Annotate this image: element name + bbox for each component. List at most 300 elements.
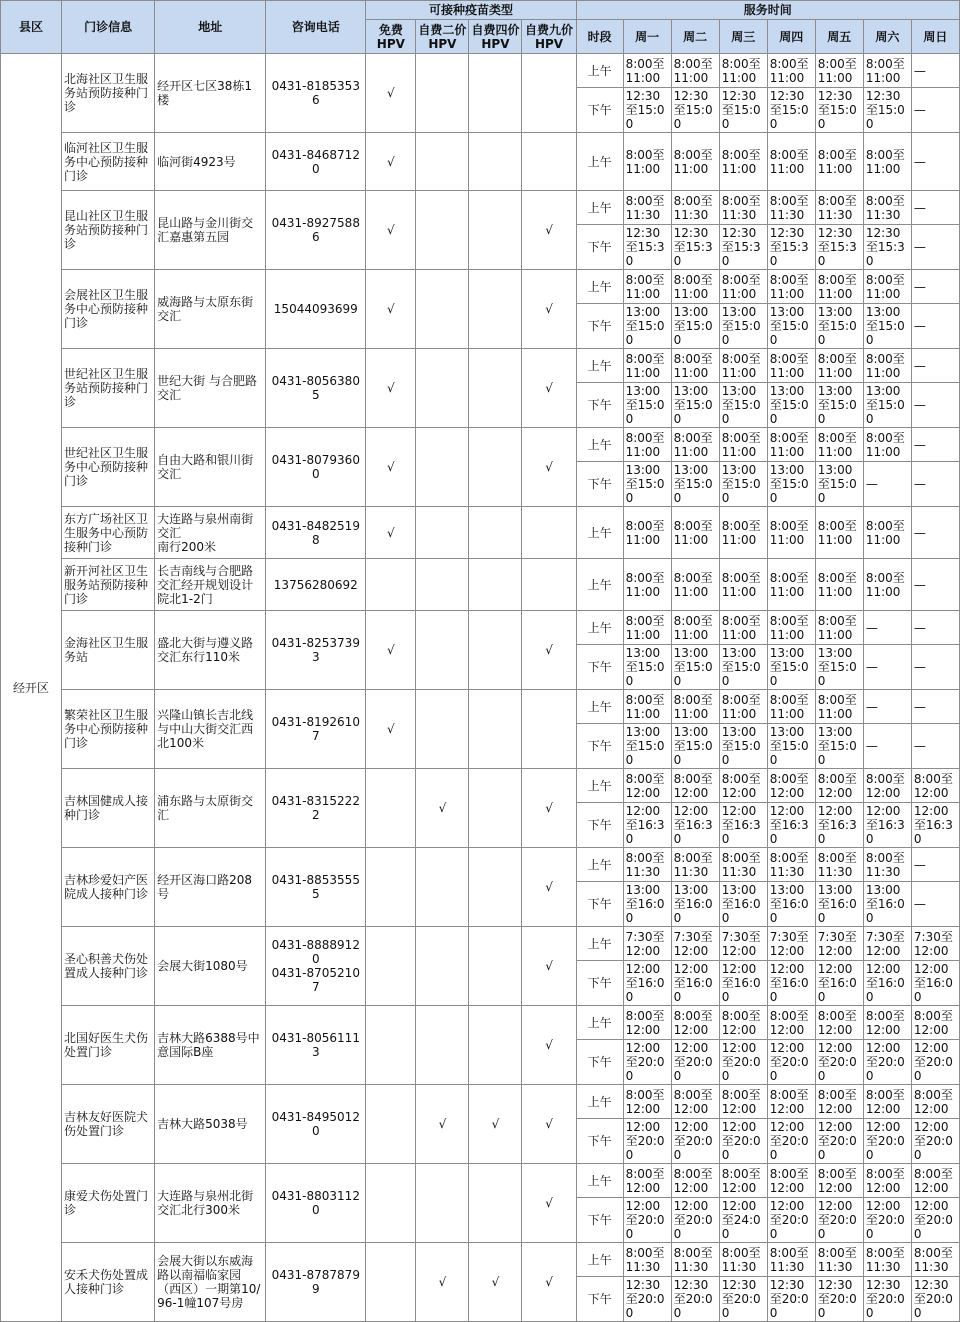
vaccine-availability: √ xyxy=(366,270,416,349)
period-label: 下午 xyxy=(576,961,623,1006)
service-time-cell: 8:00至12:00 xyxy=(719,769,767,803)
clinic-phone: 0431-81853536 xyxy=(266,54,366,133)
service-time-cell: 8:00至12:00 xyxy=(719,1006,767,1040)
vaccine-availability xyxy=(416,507,469,559)
service-time-cell: 8:00至12:00 xyxy=(671,769,719,803)
vaccine-availability xyxy=(469,559,522,611)
period-label: 下午 xyxy=(576,462,623,507)
header-period: 时段 xyxy=(576,20,623,54)
clinic-phone: 0431-87878799 xyxy=(266,1243,366,1322)
service-time-cell: — xyxy=(911,191,959,225)
service-time-cell: 8:00至11:00 xyxy=(671,507,719,559)
period-label: 上午 xyxy=(576,191,623,225)
service-time-cell: 8:00至12:00 xyxy=(863,769,911,803)
service-time-cell: — xyxy=(911,611,959,645)
service-time-cell: 8:00至11:30 xyxy=(767,1243,815,1277)
service-time-cell: 13:00至15:00 xyxy=(671,462,719,507)
service-time-cell: 12:00至16:00 xyxy=(671,961,719,1006)
vaccine-availability xyxy=(469,191,522,270)
clinic-address: 会展大街1080号 xyxy=(155,927,266,1006)
service-time-cell: 13:00至15:00 xyxy=(767,383,815,428)
header-vaccine-types: 可接种疫苗类型 xyxy=(366,1,576,20)
clinic-phone: 0431-83152222 xyxy=(266,769,366,848)
service-time-cell: 12:00至20:00 xyxy=(623,1040,671,1085)
period-label: 上午 xyxy=(576,769,623,803)
service-time-cell: 8:00至11:00 xyxy=(719,428,767,462)
service-time-cell: 12:00至20:00 xyxy=(719,1119,767,1164)
vaccine-availability: √ xyxy=(416,1243,469,1322)
vaccine-availability: √ xyxy=(522,611,576,690)
service-time-cell: 8:00至12:00 xyxy=(767,1164,815,1198)
period-label: 上午 xyxy=(576,690,623,724)
period-label: 上午 xyxy=(576,270,623,304)
service-time-cell: 8:00至11:00 xyxy=(671,349,719,383)
header-vaccine-free-hpv: 免费 HPV xyxy=(366,20,416,54)
service-time-cell: 13:00至16:00 xyxy=(815,882,863,927)
table-row xyxy=(1,54,960,88)
service-time-cell: 13:00至16:00 xyxy=(719,882,767,927)
service-time-cell: 12:00至16:00 xyxy=(863,961,911,1006)
period-label: 下午 xyxy=(576,225,623,270)
service-time-cell: 8:00至11:00 xyxy=(623,270,671,304)
service-time-cell: 8:00至11:30 xyxy=(671,191,719,225)
service-time-cell: 7:30至12:00 xyxy=(911,927,959,961)
vaccine-availability xyxy=(522,54,576,133)
service-time-cell: 8:00至11:30 xyxy=(623,848,671,882)
service-time-cell: 8:00至12:00 xyxy=(815,1085,863,1119)
service-time-cell: 8:00至11:00 xyxy=(767,559,815,611)
service-time-cell: 8:00至11:00 xyxy=(671,270,719,304)
period-label: 上午 xyxy=(576,1006,623,1040)
clinic-name: 临河社区卫生服务中心预防接种门诊 xyxy=(62,133,155,191)
clinic-name: 金海社区卫生服务站 xyxy=(62,611,155,690)
vaccine-availability xyxy=(416,191,469,270)
service-time-cell: 8:00至12:00 xyxy=(623,1164,671,1198)
service-time-cell: 8:00至11:00 xyxy=(623,133,671,191)
service-time-cell: 8:00至11:00 xyxy=(719,690,767,724)
table-row xyxy=(1,559,960,611)
clinic-phone: 0431-84950120 xyxy=(266,1085,366,1164)
vaccine-availability xyxy=(469,1006,522,1085)
service-time-cell: 12:00至16:30 xyxy=(623,803,671,848)
service-time-cell: 12:30至15:00 xyxy=(623,88,671,133)
header-day-wed: 周三 xyxy=(719,20,767,54)
vaccine-availability xyxy=(366,1164,416,1243)
clinic-name: 繁荣社区卫生服务中心预防接种门诊 xyxy=(62,690,155,769)
vaccine-availability: √ xyxy=(366,428,416,507)
clinic-address: 会展大街以东威海路以南福临家园（西区）一期第10/96-1幢107号房 xyxy=(155,1243,266,1322)
vaccine-availability xyxy=(416,848,469,927)
service-time-cell: 8:00至12:00 xyxy=(719,1085,767,1119)
period-label: 下午 xyxy=(576,88,623,133)
service-time-cell: 13:00至15:00 xyxy=(719,383,767,428)
vaccine-availability: √ xyxy=(366,611,416,690)
vaccine-availability xyxy=(366,769,416,848)
clinic-phone: 0431-80563805 xyxy=(266,349,366,428)
service-time-cell: — xyxy=(911,690,959,724)
service-time-cell: 8:00至11:00 xyxy=(767,611,815,645)
service-time-cell: 13:00至15:00 xyxy=(719,304,767,349)
period-label: 上午 xyxy=(576,349,623,383)
vaccine-availability xyxy=(366,848,416,927)
service-time-cell: 13:00至15:00 xyxy=(815,462,863,507)
period-label: 下午 xyxy=(576,1277,623,1322)
service-time-cell: — xyxy=(863,645,911,690)
vaccine-availability xyxy=(469,349,522,428)
service-time-cell: 13:00至15:00 xyxy=(767,304,815,349)
vaccine-availability xyxy=(366,1006,416,1085)
vaccine-availability xyxy=(469,428,522,507)
service-time-cell: 12:00至20:00 xyxy=(671,1119,719,1164)
vaccine-availability xyxy=(469,507,522,559)
service-time-cell: 8:00至11:30 xyxy=(719,191,767,225)
table-row xyxy=(1,690,960,724)
clinic-phone: 0431-82537393 xyxy=(266,611,366,690)
vaccine-availability xyxy=(469,133,522,191)
service-time-cell: 12:00至20:00 xyxy=(671,1040,719,1085)
clinic-name: 北海社区卫生服务站预防接种门诊 xyxy=(62,54,155,133)
table-row xyxy=(1,133,960,191)
header-vaccine-2valent: 自费二价 HPV xyxy=(416,20,469,54)
vaccine-availability xyxy=(469,54,522,133)
clinic-phone: 0431-88889120 0431-87052107 xyxy=(266,927,366,1006)
service-time-cell: 7:30至12:00 xyxy=(767,927,815,961)
service-time-cell: 8:00至11:00 xyxy=(815,428,863,462)
vaccine-availability xyxy=(469,927,522,1006)
period-label: 上午 xyxy=(576,54,623,88)
vaccine-availability xyxy=(416,270,469,349)
service-time-cell: 13:00至15:00 xyxy=(815,383,863,428)
district-cell: 经开区 xyxy=(1,54,62,1322)
service-time-cell: — xyxy=(911,88,959,133)
service-time-cell: — xyxy=(911,270,959,304)
service-time-cell: 7:30至12:00 xyxy=(623,927,671,961)
service-time-cell: 12:30至20:00 xyxy=(767,1277,815,1322)
vaccine-availability: √ xyxy=(522,349,576,428)
service-time-cell: 8:00至11:00 xyxy=(767,507,815,559)
clinic-name: 北国好医生犬伤处置门诊 xyxy=(62,1006,155,1085)
service-time-cell: 12:00至20:00 xyxy=(815,1119,863,1164)
service-time-cell: 12:00至16:00 xyxy=(719,961,767,1006)
service-time-cell: 7:30至12:00 xyxy=(815,927,863,961)
service-time-cell: 8:00至12:00 xyxy=(671,1164,719,1198)
period-label: 上午 xyxy=(576,1164,623,1198)
service-time-cell: 8:00至11:00 xyxy=(719,611,767,645)
service-time-cell: 8:00至11:00 xyxy=(863,54,911,88)
period-label: 下午 xyxy=(576,882,623,927)
service-time-cell: 13:00至15:00 xyxy=(623,462,671,507)
service-time-cell: 8:00至11:00 xyxy=(623,507,671,559)
service-time-cell: 8:00至11:30 xyxy=(623,1243,671,1277)
service-time-cell: — xyxy=(911,54,959,88)
service-time-cell: 8:00至11:00 xyxy=(815,507,863,559)
service-time-cell: 12:30至15:00 xyxy=(815,88,863,133)
service-time-cell: 8:00至11:00 xyxy=(863,428,911,462)
service-time-cell: 8:00至11:00 xyxy=(623,349,671,383)
service-time-cell: 12:00至20:00 xyxy=(767,1119,815,1164)
service-time-cell: — xyxy=(911,724,959,769)
service-time-cell: 12:00至20:00 xyxy=(719,1040,767,1085)
service-time-cell: 13:00至15:00 xyxy=(815,645,863,690)
service-time-cell: 8:00至11:00 xyxy=(767,133,815,191)
service-time-cell: 13:00至15:00 xyxy=(623,304,671,349)
vaccine-availability xyxy=(416,927,469,1006)
clinic-address: 经开区七区38栋1楼 xyxy=(155,54,266,133)
service-time-cell: 12:30至15:00 xyxy=(671,88,719,133)
service-time-cell: 8:00至11:00 xyxy=(623,428,671,462)
header-day-sun: 周日 xyxy=(911,20,959,54)
service-time-cell: 8:00至12:00 xyxy=(815,1006,863,1040)
service-time-cell: 8:00至11:00 xyxy=(623,559,671,611)
service-time-cell: 8:00至11:30 xyxy=(863,1243,911,1277)
table-header xyxy=(1,1,960,54)
table-row xyxy=(1,611,960,645)
service-time-cell: 8:00至11:00 xyxy=(815,559,863,611)
clinic-address: 自由大路和银川街交汇 xyxy=(155,428,266,507)
service-time-cell: 13:00至16:00 xyxy=(863,882,911,927)
service-time-cell: — xyxy=(911,462,959,507)
service-time-cell: 12:30至20:00 xyxy=(911,1277,959,1322)
vaccine-availability xyxy=(416,559,469,611)
service-time-cell: 8:00至11:00 xyxy=(815,133,863,191)
clinic-address: 昆山路与金川街交汇嘉惠第五园 xyxy=(155,191,266,270)
service-time-cell: 8:00至11:00 xyxy=(671,559,719,611)
service-time-cell: 12:00至20:00 xyxy=(623,1119,671,1164)
service-time-cell: 13:00至15:00 xyxy=(719,462,767,507)
service-time-cell: 8:00至11:00 xyxy=(863,507,911,559)
vaccine-availability: √ xyxy=(416,1085,469,1164)
clinic-phone: 0431-84825198 xyxy=(266,507,366,559)
table-row xyxy=(1,1164,960,1198)
vaccine-availability xyxy=(469,690,522,769)
clinic-address: 大连路与泉州北街交汇北行300米 xyxy=(155,1164,266,1243)
service-time-cell: — xyxy=(911,304,959,349)
header-vaccine-9valent: 自费九价 HPV xyxy=(522,20,576,54)
service-time-cell: 12:30至15:00 xyxy=(719,88,767,133)
service-time-cell: 8:00至12:00 xyxy=(623,1006,671,1040)
service-time-cell: 8:00至12:00 xyxy=(719,1164,767,1198)
service-time-cell: 12:00至20:00 xyxy=(671,1198,719,1243)
service-time-cell: 12:00至16:30 xyxy=(863,803,911,848)
vaccine-availability: √ xyxy=(416,769,469,848)
service-time-cell: 8:00至11:30 xyxy=(767,191,815,225)
table-row xyxy=(1,191,960,225)
service-time-cell: 8:00至11:00 xyxy=(671,133,719,191)
clinic-name: 东方广场社区卫生服务中心预防接种门诊 xyxy=(62,507,155,559)
clinic-name: 吉林珍爱妇产医院成人接种门诊 xyxy=(62,848,155,927)
table-row xyxy=(1,1243,960,1277)
vaccine-availability: √ xyxy=(522,428,576,507)
service-time-cell: 8:00至11:30 xyxy=(911,1243,959,1277)
period-label: 上午 xyxy=(576,848,623,882)
service-time-cell: — xyxy=(911,882,959,927)
vaccine-availability xyxy=(416,428,469,507)
period-label: 上午 xyxy=(576,133,623,191)
service-time-cell: — xyxy=(911,349,959,383)
clinic-phone: 15044093699 xyxy=(266,270,366,349)
vaccine-availability xyxy=(522,690,576,769)
service-time-cell: 8:00至11:30 xyxy=(863,191,911,225)
clinic-name: 吉林友好医院犬伤处置门诊 xyxy=(62,1085,155,1164)
header-vaccine-4valent: 自费四价 HPV xyxy=(469,20,522,54)
service-time-cell: 7:30至12:00 xyxy=(719,927,767,961)
vaccine-availability: √ xyxy=(522,191,576,270)
vaccine-availability: √ xyxy=(522,1006,576,1085)
vaccine-availability xyxy=(366,927,416,1006)
service-time-cell: 8:00至11:00 xyxy=(671,611,719,645)
table-row xyxy=(1,270,960,304)
service-time-cell: 8:00至11:00 xyxy=(719,507,767,559)
service-time-cell: 13:00至15:00 xyxy=(719,645,767,690)
service-time-cell: 12:00至20:00 xyxy=(911,1119,959,1164)
service-time-cell: — xyxy=(911,507,959,559)
service-time-cell: 12:00至20:00 xyxy=(815,1198,863,1243)
service-time-cell: 8:00至11:30 xyxy=(767,848,815,882)
service-time-cell: 8:00至11:00 xyxy=(863,349,911,383)
clinic-address: 经开区海口路208号 xyxy=(155,848,266,927)
clinic-phone: 0431-80793600 xyxy=(266,428,366,507)
vaccine-availability xyxy=(416,1006,469,1085)
service-time-cell: 12:30至15:30 xyxy=(767,225,815,270)
header-phone: 咨询电话 xyxy=(266,1,366,54)
header-district: 县区 xyxy=(1,1,62,54)
service-time-cell: 13:00至15:00 xyxy=(815,724,863,769)
service-time-cell: 12:00至20:00 xyxy=(863,1040,911,1085)
vaccine-availability: √ xyxy=(522,848,576,927)
service-time-cell: 12:30至20:00 xyxy=(719,1277,767,1322)
period-label: 上午 xyxy=(576,927,623,961)
service-time-cell: 8:00至11:30 xyxy=(863,848,911,882)
service-time-cell: 8:00至11:00 xyxy=(767,54,815,88)
header-day-sat: 周六 xyxy=(863,20,911,54)
service-time-cell: 13:00至15:00 xyxy=(671,383,719,428)
clinic-address: 长吉南线与合肥路交汇经开规划设计院北1-2门 xyxy=(155,559,266,611)
service-time-cell: 12:30至15:00 xyxy=(863,88,911,133)
service-time-cell: 8:00至12:00 xyxy=(863,1006,911,1040)
vaccine-availability: √ xyxy=(522,769,576,848)
service-time-cell: 8:00至12:00 xyxy=(767,769,815,803)
service-time-cell: 8:00至11:00 xyxy=(719,133,767,191)
service-time-cell: 12:00至16:30 xyxy=(767,803,815,848)
service-time-cell: 12:30至15:30 xyxy=(623,225,671,270)
service-time-cell: 8:00至11:00 xyxy=(719,270,767,304)
period-label: 下午 xyxy=(576,645,623,690)
service-time-cell: 12:00至20:00 xyxy=(815,1040,863,1085)
service-time-cell: 12:00至20:00 xyxy=(863,1119,911,1164)
service-time-cell: 12:00至20:00 xyxy=(767,1040,815,1085)
service-time-cell: 12:30至15:00 xyxy=(767,88,815,133)
service-time-cell: 13:00至15:00 xyxy=(767,724,815,769)
clinic-address: 临河街4923号 xyxy=(155,133,266,191)
service-time-cell: 13:00至15:00 xyxy=(671,304,719,349)
header-day-fri: 周五 xyxy=(815,20,863,54)
vaccine-availability: √ xyxy=(366,133,416,191)
service-time-cell: 12:00至16:30 xyxy=(911,803,959,848)
vaccine-availability xyxy=(469,270,522,349)
period-label: 上午 xyxy=(576,428,623,462)
clinic-phone: 0431-81926107 xyxy=(266,690,366,769)
vaccine-availability xyxy=(469,1164,522,1243)
service-time-cell: 8:00至12:00 xyxy=(767,1006,815,1040)
table-row xyxy=(1,1006,960,1040)
vaccine-availability xyxy=(469,769,522,848)
service-time-cell: — xyxy=(911,645,959,690)
clinic-phone: 0431-88031120 xyxy=(266,1164,366,1243)
table-row xyxy=(1,927,960,961)
vaccine-availability xyxy=(416,349,469,428)
vaccine-availability: √ xyxy=(366,191,416,270)
service-time-cell: 12:00至24:00 xyxy=(719,1198,767,1243)
service-time-cell: 12:00至16:00 xyxy=(815,961,863,1006)
vaccine-availability: √ xyxy=(469,1085,522,1164)
service-time-cell: 12:00至16:00 xyxy=(767,961,815,1006)
clinic-name: 世纪社区卫生服务中心预防接种门诊 xyxy=(62,428,155,507)
period-label: 下午 xyxy=(576,383,623,428)
clinic-address: 盛北大街与遵义路交汇东行110米 xyxy=(155,611,266,690)
service-time-cell: 13:00至15:00 xyxy=(719,724,767,769)
service-time-cell: 8:00至11:00 xyxy=(863,133,911,191)
service-time-cell: 8:00至11:00 xyxy=(719,54,767,88)
vaccine-availability xyxy=(366,1085,416,1164)
service-time-cell: 12:00至16:00 xyxy=(911,961,959,1006)
service-time-cell: — xyxy=(863,462,911,507)
vaccine-availability: √ xyxy=(522,1164,576,1243)
vaccine-availability xyxy=(522,559,576,611)
clinic-name: 昆山社区卫生服务站预防接种门诊 xyxy=(62,191,155,270)
clinic-address: 浦东路与太原街交汇 xyxy=(155,769,266,848)
period-label: 上午 xyxy=(576,507,623,559)
service-time-cell: 8:00至12:00 xyxy=(911,1164,959,1198)
service-time-cell: 8:00至11:30 xyxy=(623,191,671,225)
period-label: 下午 xyxy=(576,304,623,349)
service-time-cell: 8:00至11:00 xyxy=(815,690,863,724)
header-day-mon: 周一 xyxy=(623,20,671,54)
service-time-cell: 8:00至12:00 xyxy=(911,769,959,803)
service-time-cell: 8:00至11:00 xyxy=(767,270,815,304)
vaccine-availability xyxy=(416,690,469,769)
clinic-name: 世纪社区卫生服务站预防接种门诊 xyxy=(62,349,155,428)
vaccine-availability: √ xyxy=(366,54,416,133)
table-row xyxy=(1,848,960,882)
vaccine-availability: √ xyxy=(366,507,416,559)
service-time-cell: 13:00至15:00 xyxy=(623,645,671,690)
service-time-cell: 12:00至20:00 xyxy=(623,1198,671,1243)
service-time-cell: 8:00至11:00 xyxy=(767,690,815,724)
service-time-cell: 8:00至11:00 xyxy=(719,559,767,611)
header-day-thu: 周四 xyxy=(767,20,815,54)
service-time-cell: 8:00至12:00 xyxy=(815,769,863,803)
vaccine-availability xyxy=(522,133,576,191)
clinic-address: 世纪大街 与合肥路交汇 xyxy=(155,349,266,428)
clinic-address: 兴隆山镇长吉北线与中山大街交汇西北100米 xyxy=(155,690,266,769)
header-service-time: 服务时间 xyxy=(576,1,959,20)
vaccine-availability xyxy=(522,507,576,559)
service-time-cell: 8:00至11:00 xyxy=(767,428,815,462)
service-time-cell: 13:00至16:00 xyxy=(671,882,719,927)
table-row xyxy=(1,428,960,462)
service-time-cell: 8:00至11:00 xyxy=(623,690,671,724)
service-time-cell: 8:00至11:00 xyxy=(815,349,863,383)
period-label: 上午 xyxy=(576,1085,623,1119)
service-time-cell: — xyxy=(863,611,911,645)
service-time-cell: 12:30至15:30 xyxy=(815,225,863,270)
vaccine-availability xyxy=(469,848,522,927)
period-label: 下午 xyxy=(576,803,623,848)
service-time-cell: 13:00至16:00 xyxy=(767,882,815,927)
service-time-cell: 8:00至11:00 xyxy=(815,270,863,304)
clinic-name: 会展社区卫生服务中心预防接种门诊 xyxy=(62,270,155,349)
clinic-name: 康爱犬伤处置门诊 xyxy=(62,1164,155,1243)
